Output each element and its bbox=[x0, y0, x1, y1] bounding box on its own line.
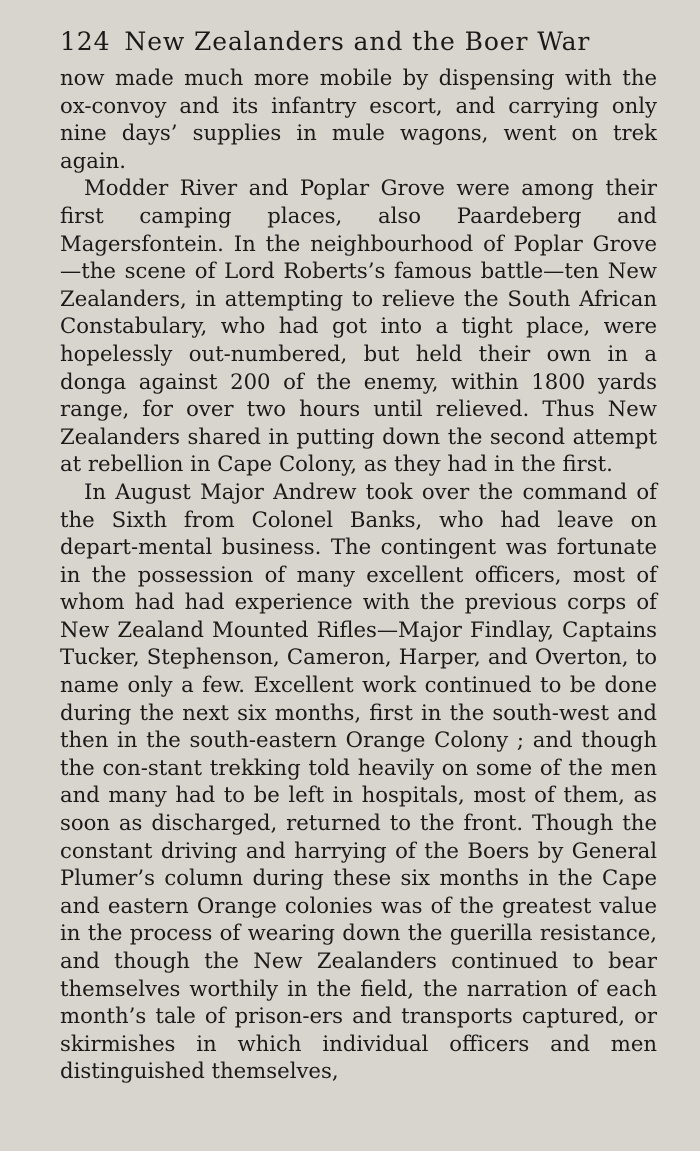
running-head bbox=[60, 22, 656, 62]
body-text bbox=[60, 64, 657, 1085]
paragraph-continuation: now made much more mobile by dispensing with the ox-convoy and its infantry escort, and carrying only nine days’ supplies in mule wagons, went on trek again. bbox=[60, 65, 657, 173]
paragraph-major-andrew: In August Major Andrew took over the command of the Sixth from Colonel Banks, who had leave on depart-mental business. The contingent was fortunate in the possession of many excellent officers, most of whom had had experience with the previous corps of New Zealand Mounted Rifles—Major Findlay, Captains Tucker, Stephenson, Cameron, Harper, and Overton, to name only a few. Excellent work continued to be done during the next six months, first in the south-west and then in the south-eastern Orange Colony ; and though the con-stant trekking told heavily on some of the men and many had to be left in hospitals, most of them, as soon as discharged, returned to the front. Though the constant driving and harrying of the Boers by General Plumer’s column during these six months in the Cape and eastern Orange colonies was of the greatest value in the process of wearing down the guerilla resistance, and though the New Zealanders continued to bear themselves worthily in the field, the narration of each month’s tale of prison-ers and transports captured, or skirmishes in which individual officers and men distinguished themselves, bbox=[60, 478, 657, 1084]
paragraph-modder-river: Modder River and Poplar Grove were among their first camping places, also Paardeberg and Magersfontein. In the neighbourhood of Poplar Grove—the scene of Lord Roberts’s famous battle—ten New Zealanders, in attempting to relieve the South African Constabulary, who had got into a tight place, were hopelessly out-numbered, but held their own in a donga against 200 of the enemy, within 1800 yards range, for over two hours until relieved. Thus New Zealanders shared in putting down the second attempt at rebellion in Cape Colony, as they had in the first. bbox=[60, 175, 657, 477]
page-number: 124 bbox=[60, 27, 111, 56]
running-title: New Zealanders and the Boer War bbox=[124, 27, 591, 56]
